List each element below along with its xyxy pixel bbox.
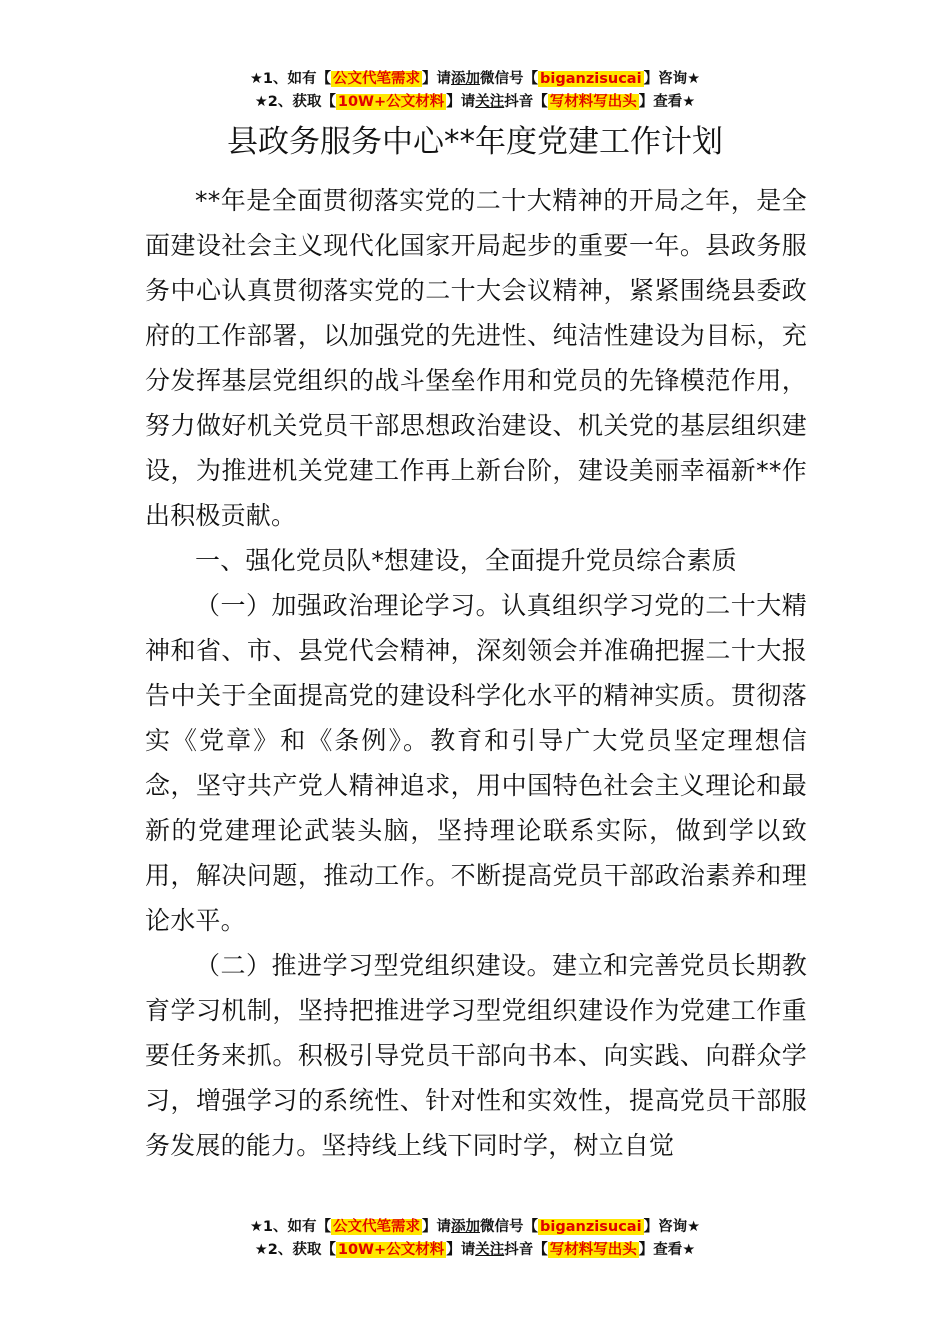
banner-line-2: [0, 1239, 950, 1262]
banner-highlight: 公文代笔需求: [333, 71, 421, 87]
banner-highlight: 10W+公文材料: [337, 94, 445, 110]
section-heading: 一、强化党员队*想建设，全面提升党员综合素质: [195, 546, 737, 575]
banner-text: 】请: [422, 1219, 452, 1235]
banner-underline-text: 关注: [475, 94, 505, 110]
paragraph-subsection-2: （二）推进学习型党组织建设。建立和完善党员长期教育学习机制，坚持把推进学习型党组织建设作为党建工作重要任务来抓。积极引导党员干部向书本、向实践、向群众学习，增强学习的系统性、针对性和实效性，提高党员干部服务发展的能力。坚持线上线下同时学，树立自觉: [145, 951, 807, 1160]
banner-text: 微信号【: [480, 71, 539, 87]
banner-text: 】请: [446, 1242, 476, 1258]
paragraph-intro: **年是全面贯彻落实党的二十大精神的开局之年，是全面建设社会主义现代化国家开局起步的重要一年。县政务服务中心认真贯彻落实党的二十大会议精神，紧紧围绕县委政府的工作部署，以加强党的先进性、纯洁性建设为目标，充分发挥基层党组织的战斗堡垒作用和党员的先锋模范作用，努力做好机关党员干部思想政治建设、机关党的基层组织建设，为推进机关党建工作再上新台阶，建设美丽幸福新**作出积极贡献。: [145, 186, 807, 530]
banner-underline-text: 添加: [451, 71, 481, 87]
top-banner: [0, 68, 950, 114]
banner-text: 】查看★: [638, 1242, 696, 1258]
banner-text: 抖音【: [504, 1242, 548, 1258]
banner-text: 】查看★: [638, 94, 696, 110]
banner-text: 】咨询★: [643, 1219, 701, 1235]
douyin-id-highlight: 写材料写出头: [549, 94, 637, 110]
banner-line-1: [0, 68, 950, 91]
banner-text: 】咨询★: [643, 71, 701, 87]
banner-text: 】请: [446, 94, 476, 110]
banner-text: 】请: [422, 71, 452, 87]
bottom-banner: [0, 1216, 950, 1262]
banner-text: ★1、如有【: [249, 1219, 332, 1235]
document-title: 县政务服务中心**年度党建工作计划: [227, 124, 723, 160]
banner-text: 抖音【: [504, 94, 548, 110]
banner-underline-text: 关注: [475, 1242, 505, 1258]
banner-highlight: 公文代笔需求: [333, 1219, 421, 1235]
banner-text: ★2、获取【: [254, 94, 336, 110]
document-body: [145, 178, 807, 1168]
paragraph-subsection-1: （一）加强政治理论学习。认真组织学习党的二十大精神和省、市、县党代会精神，深刻领会并准确把握二十大报告中关于全面提高党的建设科学化水平的精神实质。贯彻落实《党章》和《条例》。教育和引导广大党员坚定理想信念，坚守共产党人精神追求，用中国特色社会主义理论和最新的党建理论武装头脑，坚持理论联系实际，做到学以致用，解决问题，推动工作。不断提高党员干部政治素养和理论水平。: [145, 591, 807, 935]
banner-text: ★2、获取【: [254, 1242, 336, 1258]
banner-line-1: [0, 1216, 950, 1239]
banner-underline-text: 添加: [451, 1219, 481, 1235]
wechat-id-highlight: biganzisucai: [540, 71, 642, 87]
douyin-id-highlight: 写材料写出头: [549, 1242, 637, 1258]
banner-text: ★1、如有【: [249, 71, 332, 87]
banner-line-2: [0, 91, 950, 114]
banner-text: 微信号【: [480, 1219, 539, 1235]
banner-highlight: 10W+公文材料: [337, 1242, 445, 1258]
wechat-id-highlight: biganzisucai: [540, 1219, 642, 1235]
